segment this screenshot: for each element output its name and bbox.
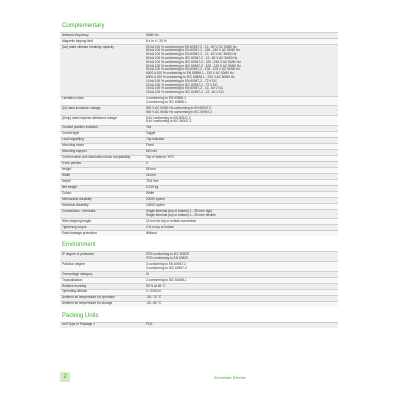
- table-row: [60, 261, 338, 271]
- section-title: Complementary: [62, 23, 105, 29]
- row-label: Limitation class: [62, 96, 84, 101]
- row-value: [144, 278, 338, 283]
- table-row: [60, 149, 338, 155]
- value-line: PCE: [146, 322, 153, 327]
- row-value: [144, 272, 338, 277]
- value-line: Trip indicator: [146, 137, 165, 142]
- row-value: [144, 180, 338, 185]
- row-label: Height: [62, 167, 72, 172]
- table-row: [60, 96, 338, 106]
- table-row: [60, 115, 338, 125]
- section-title: Environment: [62, 242, 96, 249]
- table-row: [60, 283, 338, 289]
- value-line: 78.5 mm: [146, 179, 159, 184]
- value-line: Without: [146, 230, 157, 235]
- table-row: [60, 277, 338, 283]
- row-label: Ambient air temperature for storage: [62, 301, 113, 306]
- row-label: Pollution degree: [62, 261, 86, 266]
- row-label: Ambient air temperature for operation: [62, 295, 115, 300]
- row-value: [144, 39, 338, 44]
- row-label: Wire stripping length: [62, 219, 92, 224]
- row-value: [144, 262, 338, 271]
- value-line: 10 kA 100 % conforming to EN 60947-2 - 72 V DC: [146, 78, 217, 83]
- value-line: 2 N.m top or bottom: [146, 225, 175, 229]
- section-title: Packing Units: [62, 312, 99, 319]
- value-line: Toggle: [146, 131, 156, 136]
- table-row: [60, 295, 338, 301]
- table-row: [60, 143, 338, 149]
- row-label: Comb busbar and distribution block compatibility: [62, 155, 131, 160]
- table-row: [60, 203, 338, 209]
- row-value: [144, 204, 338, 209]
- table-row: [60, 44, 338, 96]
- value-line: IP20 conforming to EN 60529: [146, 255, 188, 260]
- value-line: 2 conforming to IEC 60068-1: [146, 277, 187, 282]
- row-label: Earth-leakage protection: [62, 230, 97, 235]
- table-row: [60, 38, 338, 44]
- value-line: 50/60 Hz: [146, 32, 159, 37]
- value-line: 15 kA 100 % conforming to EN 60947-2 - 12...60 V DC: [146, 86, 224, 91]
- row-label: Width: [62, 173, 71, 178]
- row-label: Local signalling: [62, 137, 84, 142]
- section-packing-units: [60, 312, 338, 328]
- row-label: Contact position indicator: [62, 125, 98, 130]
- value-line: Top or bottom: YES: [146, 155, 174, 160]
- value-line: 3 conforming to IEC 60898-1: [146, 99, 187, 104]
- value-line: 3 conforming to EN 60947-2: [146, 261, 186, 266]
- row-label: Mounting mode: [62, 143, 84, 148]
- row-value: [144, 138, 338, 143]
- table-row: [60, 191, 338, 197]
- value-line: 6000 A 100 % conforming to IEC 60898-1 - 230 V AC 50/60 Hz: [146, 74, 235, 79]
- value-line: 3 conforming to EN 60898-1: [146, 96, 186, 101]
- value-line: 50 kA 100 % conforming to EN 60947-2 - 100...133 V AC 50/60 Hz: [146, 67, 240, 72]
- row-label: 9 mm pitches: [62, 161, 81, 166]
- table-row: [60, 271, 338, 277]
- row-value: [144, 156, 338, 161]
- table-row: [60, 185, 338, 191]
- value-line: Yes: [146, 125, 152, 130]
- value-line: 3 conforming to IEC 60947-2: [146, 265, 187, 270]
- row-value: [144, 186, 338, 191]
- value-line: 85 mm: [146, 167, 156, 172]
- page-number: 2: [60, 372, 70, 382]
- row-value: [144, 116, 338, 125]
- row-value: [144, 284, 338, 289]
- row-label: Tightening torque: [62, 225, 87, 229]
- value-line: 500 V AC 50/60 Hz conforming to EN 60947-2: [146, 105, 212, 110]
- row-value: [144, 132, 338, 137]
- row-value: [144, 45, 338, 96]
- table-row: [60, 197, 338, 203]
- table-row: [60, 125, 338, 131]
- row-value: [144, 252, 338, 261]
- value-line: Single terminal (top or bottom) 1...35 mm² rigid: [146, 209, 212, 214]
- table-row: [60, 289, 338, 295]
- value-line: 50 kA 100 % conforming to EN 60947-2 - 12...60 V DC 50/60 Hz: [146, 44, 237, 49]
- value-line: 95 % at 55 °C: [146, 283, 166, 288]
- value-line: 50 kA 100 % conforming to IEC 60947-2 - 220...240 V AC 50/60 Hz: [146, 59, 241, 64]
- row-value: [144, 302, 338, 307]
- value-line: 0.215 kg: [146, 185, 159, 190]
- value-line: 15 kA 100 % conforming to IEC 60947-2 - 12...60 V DC: [146, 90, 224, 95]
- table-row: [60, 137, 338, 143]
- row-label: Operating altitude: [62, 289, 88, 294]
- table-row: [60, 230, 338, 236]
- value-line: 500 V AC 50/60 Hz conforming to IEC 60947-2: [146, 109, 213, 114]
- datasheet-page: [60, 22, 338, 333]
- table-row: [60, 161, 338, 167]
- row-label: Depth: [62, 179, 71, 184]
- row-value: [144, 296, 338, 301]
- page-footer: [60, 367, 338, 387]
- row-label: Unit Type of Package 1: [62, 322, 95, 327]
- value-line: 50 kA 100 % conforming to EN 60947-2 - 220...240 V AC 50/60 Hz: [146, 48, 240, 53]
- row-value: [144, 231, 338, 236]
- spec-table: [60, 32, 338, 236]
- table-row: [60, 167, 338, 173]
- row-label: Network frequency: [62, 32, 89, 37]
- row-label: Connections - terminals: [62, 209, 96, 214]
- value-line: Single terminal (top or bottom) 1...25 mm² flexible: [146, 213, 216, 218]
- value-line: 2: [146, 161, 148, 166]
- brand-logo: Schneider Electric: [213, 374, 246, 380]
- table-row: [60, 251, 338, 261]
- row-value: [144, 33, 338, 38]
- row-label: [Uimp] rated impulse withstand voltage: [62, 115, 117, 120]
- value-line: Fixed: [146, 143, 154, 148]
- row-value: [144, 162, 338, 167]
- value-line: 6 kV conforming to EN 60947-2: [146, 115, 191, 120]
- section-complementary: [60, 22, 338, 236]
- value-line: DIN rail: [146, 149, 157, 154]
- row-value: [144, 210, 338, 219]
- row-value: [144, 168, 338, 173]
- value-line: -35...70 °C: [146, 295, 162, 300]
- row-label: IP degree of protection: [62, 251, 95, 256]
- table-row: [60, 301, 338, 307]
- value-line: 10 kA 100 % conforming to IEC 60947-2 - 72 V DC: [146, 82, 218, 87]
- value-line: 50 kA 100 % conforming to EN 60947-2 - 12...60 V AC 50/60 Hz: [146, 52, 237, 57]
- row-value: [144, 225, 338, 230]
- value-line: 50 kA 100 % conforming to IEC 60947-2 - 100...133 V AC 50/60 Hz: [146, 63, 241, 68]
- table-row: [60, 155, 338, 161]
- table-row: [60, 209, 338, 219]
- value-line: 6000 A 100 % conforming to EN 60898-1 - 230 V AC 50/60 Hz: [146, 71, 234, 76]
- table-row: [60, 32, 338, 38]
- row-label: Overvoltage category: [62, 271, 93, 276]
- value-line: White: [146, 191, 155, 196]
- spec-table: [60, 322, 338, 328]
- value-line: -40...85 °C: [146, 301, 162, 306]
- row-value: [144, 219, 338, 224]
- row-label: Mechanical durability: [62, 197, 92, 202]
- row-label: Net weight: [62, 185, 78, 190]
- table-row: [60, 105, 338, 115]
- table-row: [60, 173, 338, 179]
- row-label: Magnetic tripping limit: [62, 38, 93, 43]
- row-label: Tropicalisation: [62, 277, 83, 282]
- row-label: Electrical durability: [62, 203, 89, 208]
- row-label: Mounting support: [62, 149, 87, 154]
- row-value: [144, 290, 338, 295]
- value-line: 10000 cycles: [146, 203, 165, 208]
- value-line: 14 mm for top or bottom connection: [146, 219, 197, 224]
- row-label: Colour: [62, 191, 72, 196]
- value-line: 8 x In +/- 20 %: [146, 38, 167, 43]
- row-label: [Icu] rated ultimate breaking capacity: [62, 44, 114, 49]
- table-row: [60, 322, 338, 328]
- row-value: [144, 198, 338, 203]
- value-line: 50 kA 100 % conforming to IEC 60947-2 - 12...60 V AC 50/60 Hz: [146, 55, 238, 60]
- value-line: IV: [146, 271, 150, 276]
- value-line: 20000 cycles: [146, 197, 165, 202]
- row-value: [144, 106, 338, 115]
- section-environment: [60, 241, 338, 306]
- spec-table: [60, 251, 338, 306]
- table-row: [60, 131, 338, 137]
- row-value: [144, 192, 338, 197]
- value-line: IP20 conforming to IEC 60529: [146, 251, 189, 256]
- table-row: [60, 224, 338, 230]
- value-line: 0...2000 m: [146, 289, 162, 294]
- row-value: [144, 150, 338, 155]
- value-line: 6 kV conforming to IEC 60947-2: [146, 119, 192, 124]
- table-row: [60, 179, 338, 185]
- row-label: [Ui] rated insulation voltage: [62, 105, 101, 110]
- row-value: [144, 323, 338, 328]
- row-value: [144, 97, 338, 106]
- table-row: [60, 218, 338, 224]
- row-value: [144, 144, 338, 149]
- value-line: 18 mm: [146, 173, 156, 178]
- row-label: Control type: [62, 131, 80, 136]
- row-value: [144, 126, 338, 131]
- row-label: Relative humidity: [62, 283, 87, 288]
- row-value: [144, 174, 338, 179]
